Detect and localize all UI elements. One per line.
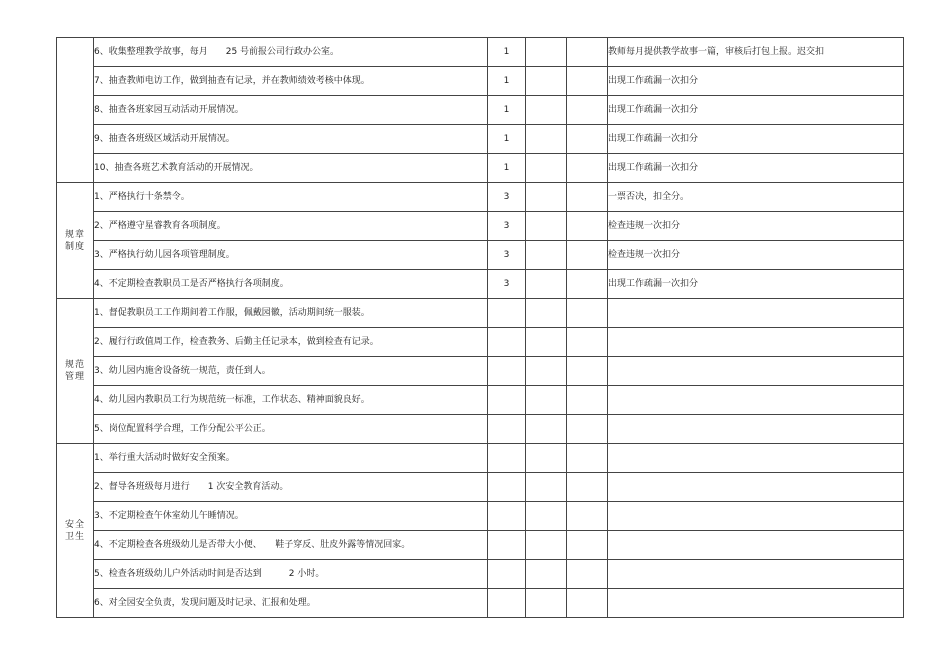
blank-cell-1 [526, 589, 567, 618]
score-cell: 3 [488, 212, 526, 241]
item-cell: 4、不定期检查各班级幼儿是否带大小便、 鞋子穿反、肚皮外露等情况回家。 [94, 531, 488, 560]
score-cell [488, 531, 526, 560]
note-cell [608, 589, 904, 618]
item-cell: 9、抽查各班级区域活动开展情况。 [94, 125, 488, 154]
note-cell [608, 473, 904, 502]
note-cell [608, 299, 904, 328]
table-row [57, 502, 904, 531]
evaluation-table [56, 37, 904, 618]
score-cell [488, 589, 526, 618]
blank-cell-1 [526, 328, 567, 357]
category-label: 卫生 [64, 531, 85, 542]
item-cell: 5、岗位配置科学合理，工作分配公平公正。 [94, 415, 488, 444]
blank-cell-1 [526, 154, 567, 183]
blank-cell-2 [567, 589, 608, 618]
blank-cell-1 [526, 357, 567, 386]
category-cell [57, 183, 94, 299]
table-row [57, 473, 904, 502]
table-row [57, 183, 904, 212]
item-cell: 2、履行行政值周工作，检查教务、后勤主任记录本，做到检查有记录。 [94, 328, 488, 357]
item-cell: 6、对全园安全负责，发现问题及时记录、汇报和处理。 [94, 589, 488, 618]
table-row [57, 531, 904, 560]
table-row [57, 444, 904, 473]
item-cell: 3、严格执行幼儿园各项管理制度。 [94, 241, 488, 270]
note-cell: 教师每月提供教学故事一篇，审核后打包上报。迟交扣 [608, 38, 904, 67]
blank-cell-2 [567, 125, 608, 154]
blank-cell-1 [526, 299, 567, 328]
item-cell: 1、举行重大活动时做好安全预案。 [94, 444, 488, 473]
table-row [57, 241, 904, 270]
note-cell [608, 357, 904, 386]
score-cell [488, 328, 526, 357]
blank-cell-2 [567, 531, 608, 560]
table-row [57, 299, 904, 328]
blank-cell-1 [526, 270, 567, 299]
score-cell [488, 502, 526, 531]
blank-cell-2 [567, 328, 608, 357]
note-cell [608, 560, 904, 589]
blank-cell-2 [567, 415, 608, 444]
note-cell: 出现工作疏漏一次扣分 [608, 270, 904, 299]
blank-cell-1 [526, 183, 567, 212]
blank-cell-1 [526, 212, 567, 241]
score-cell: 1 [488, 67, 526, 96]
table-row [57, 67, 904, 96]
blank-cell-1 [526, 67, 567, 96]
blank-cell-1 [526, 96, 567, 125]
note-cell: 检查违规一次扣分 [608, 212, 904, 241]
table-row [57, 38, 904, 67]
score-cell [488, 560, 526, 589]
item-cell: 2、督导各班级每月进行 1 次安全教育活动。 [94, 473, 488, 502]
table-row [57, 328, 904, 357]
blank-cell-1 [526, 444, 567, 473]
item-cell: 3、幼儿园内施舍设备统一规范，责任到人。 [94, 357, 488, 386]
note-cell [608, 415, 904, 444]
table-row [57, 560, 904, 589]
item-cell: 10、抽查各班艺术教育活动的开展情况。 [94, 154, 488, 183]
score-cell: 3 [488, 241, 526, 270]
category-label: 规范 [64, 360, 85, 370]
table-row [57, 154, 904, 183]
note-cell: 出现工作疏漏一次扣分 [608, 96, 904, 125]
blank-cell-1 [526, 415, 567, 444]
item-cell: 4、幼儿园内教职员工行为规范统一标准，工作状态、精神面貌良好。 [94, 386, 488, 415]
blank-cell-2 [567, 473, 608, 502]
item-cell: 3、不定期检查午休室幼儿午睡情况。 [94, 502, 488, 531]
blank-cell-2 [567, 299, 608, 328]
score-cell: 1 [488, 96, 526, 125]
category-cell [57, 38, 94, 183]
score-cell [488, 299, 526, 328]
blank-cell-1 [526, 473, 567, 502]
item-cell: 2、严格遵守星睿教育各项制度。 [94, 212, 488, 241]
blank-cell-2 [567, 154, 608, 183]
blank-cell-2 [567, 38, 608, 67]
note-cell [608, 444, 904, 473]
category-cell [57, 444, 94, 618]
table-row [57, 212, 904, 241]
item-cell: 1、督促教职员工工作期间着工作服，佩戴园徽，活动期间统一服装。 [94, 299, 488, 328]
table-body [57, 38, 904, 618]
blank-cell-1 [526, 502, 567, 531]
score-cell [488, 415, 526, 444]
note-cell [608, 328, 904, 357]
category-label: 制度 [64, 241, 85, 252]
blank-cell-1 [526, 241, 567, 270]
table-row [57, 270, 904, 299]
score-cell: 3 [488, 270, 526, 299]
blank-cell-2 [567, 560, 608, 589]
table-row [57, 96, 904, 125]
blank-cell-2 [567, 67, 608, 96]
note-cell [608, 502, 904, 531]
score-cell [488, 473, 526, 502]
note-cell: 检查违规一次扣分 [608, 241, 904, 270]
blank-cell-2 [567, 386, 608, 415]
blank-cell-2 [567, 241, 608, 270]
table-row [57, 125, 904, 154]
item-cell: 6、收集整理教学故事，每月 25 号前报公司行政办公室。 [94, 38, 488, 67]
blank-cell-1 [526, 386, 567, 415]
blank-cell-2 [567, 212, 608, 241]
score-cell: 3 [488, 183, 526, 212]
table-row [57, 415, 904, 444]
category-label: 安全 [64, 519, 85, 530]
score-cell: 1 [488, 38, 526, 67]
category-label: 管理 [64, 372, 85, 382]
category-label: 规章 [64, 229, 85, 240]
note-cell: 出现工作疏漏一次扣分 [608, 154, 904, 183]
score-cell [488, 444, 526, 473]
score-cell: 1 [488, 125, 526, 154]
note-cell [608, 386, 904, 415]
note-cell: 一票否决，扣全分。 [608, 183, 904, 212]
blank-cell-1 [526, 38, 567, 67]
table-row [57, 357, 904, 386]
score-cell [488, 357, 526, 386]
note-cell [608, 531, 904, 560]
item-cell: 1、严格执行十条禁令。 [94, 183, 488, 212]
table-row [57, 589, 904, 618]
blank-cell-2 [567, 270, 608, 299]
blank-cell-2 [567, 444, 608, 473]
blank-cell-2 [567, 96, 608, 125]
note-cell: 出现工作疏漏一次扣分 [608, 125, 904, 154]
blank-cell-2 [567, 357, 608, 386]
score-cell: 1 [488, 154, 526, 183]
item-cell: 8、抽查各班家园互动活动开展情况。 [94, 96, 488, 125]
item-cell: 4、不定期检查教职员工是否严格执行各项制度。 [94, 270, 488, 299]
table-row [57, 386, 904, 415]
blank-cell-1 [526, 125, 567, 154]
item-cell: 5、检查各班级幼儿户外活动时间是否达到 2 小时。 [94, 560, 488, 589]
blank-cell-2 [567, 502, 608, 531]
item-cell: 7、抽查教师电访工作，做到抽查有记录，并在教师绩效考核中体现。 [94, 67, 488, 96]
blank-cell-2 [567, 183, 608, 212]
blank-cell-1 [526, 531, 567, 560]
category-cell [57, 299, 94, 444]
score-cell [488, 386, 526, 415]
note-cell: 出现工作疏漏一次扣分 [608, 67, 904, 96]
blank-cell-1 [526, 560, 567, 589]
